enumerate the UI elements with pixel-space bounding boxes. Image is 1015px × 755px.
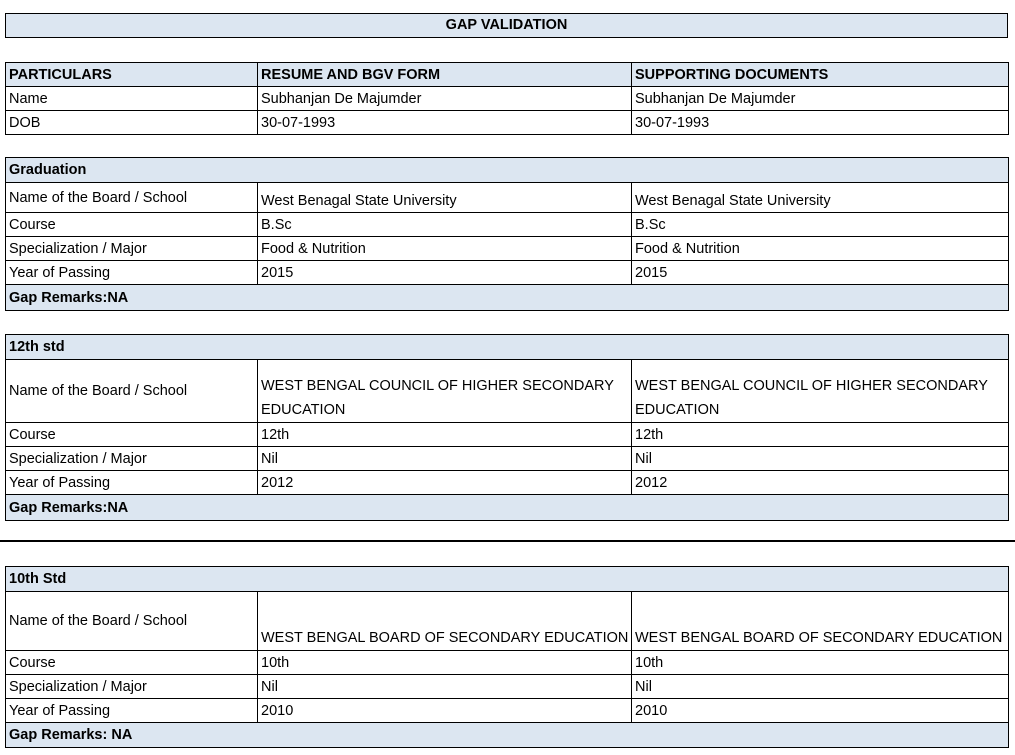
- row-label: Course: [6, 651, 258, 675]
- table-row: [6, 111, 1009, 135]
- row-label: Course: [6, 423, 258, 447]
- table-row: [6, 87, 1009, 111]
- resume-value: B.Sc: [258, 213, 632, 237]
- resume-value: 10th: [258, 651, 632, 675]
- row-label: Specialization / Major: [6, 675, 258, 699]
- row-label: Name of the Board / School: [6, 183, 258, 213]
- section-12th: [5, 334, 1009, 521]
- resume-value: Nil: [258, 675, 632, 699]
- supporting-value: 2015: [632, 261, 1009, 285]
- section-heading: 12th std: [6, 335, 1009, 360]
- table-row: [6, 183, 1009, 213]
- supporting-value: 30-07-1993: [632, 111, 1009, 135]
- table-row: [6, 213, 1009, 237]
- supporting-value: WEST BENGAL COUNCIL OF HIGHER SECONDARY EDUCATION: [632, 360, 1009, 423]
- supporting-value: 2012: [632, 471, 1009, 495]
- table-row: [6, 651, 1009, 675]
- resume-value: 2012: [258, 471, 632, 495]
- supporting-value: 2010: [632, 699, 1009, 723]
- row-label: Name of the Board / School: [6, 592, 258, 651]
- column-header-resume: RESUME AND BGV FORM: [258, 63, 632, 87]
- supporting-value: Subhanjan De Majumder: [632, 87, 1009, 111]
- table-row: [6, 699, 1009, 723]
- row-label: Name of the Board / School: [6, 360, 258, 423]
- gap-remarks: Gap Remarks:NA: [6, 495, 1009, 521]
- page-title: GAP VALIDATION: [5, 13, 1008, 38]
- supporting-value: Nil: [632, 675, 1009, 699]
- supporting-value: 10th: [632, 651, 1009, 675]
- resume-value: West Benagal State University: [258, 183, 632, 213]
- supporting-value: WEST BENGAL BOARD OF SECONDARY EDUCATION: [632, 592, 1009, 651]
- supporting-value: 12th: [632, 423, 1009, 447]
- resume-value: Subhanjan De Majumder: [258, 87, 632, 111]
- table-header-row: [6, 63, 1009, 87]
- column-header-particulars: PARTICULARS: [6, 63, 258, 87]
- row-label: DOB: [6, 111, 258, 135]
- supporting-value: Food & Nutrition: [632, 237, 1009, 261]
- row-label: Course: [6, 213, 258, 237]
- resume-value: Nil: [258, 447, 632, 471]
- row-label: Specialization / Major: [6, 447, 258, 471]
- table-row: [6, 237, 1009, 261]
- table-row: [6, 592, 1009, 651]
- table-row: [6, 360, 1009, 423]
- resume-value: 2015: [258, 261, 632, 285]
- supporting-value: B.Sc: [632, 213, 1009, 237]
- row-label: Name: [6, 87, 258, 111]
- table-row: [6, 261, 1009, 285]
- row-label: Specialization / Major: [6, 237, 258, 261]
- resume-value: 12th: [258, 423, 632, 447]
- section-10th: [5, 566, 1009, 748]
- row-label: Year of Passing: [6, 261, 258, 285]
- resume-value: 30-07-1993: [258, 111, 632, 135]
- gap-remarks: Gap Remarks: NA: [6, 723, 1009, 748]
- column-header-supporting: SUPPORTING DOCUMENTS: [632, 63, 1009, 87]
- gap-remarks: Gap Remarks:NA: [6, 285, 1009, 311]
- table-row: [6, 447, 1009, 471]
- supporting-value: Nil: [632, 447, 1009, 471]
- table-row: [6, 423, 1009, 447]
- particulars-table: [5, 62, 1009, 135]
- table-row: [6, 471, 1009, 495]
- table-row: [6, 675, 1009, 699]
- row-label: Year of Passing: [6, 699, 258, 723]
- section-heading: 10th Std: [6, 567, 1009, 592]
- section-heading: Graduation: [6, 158, 1009, 183]
- supporting-value: West Benagal State University: [632, 183, 1009, 213]
- resume-value: Food & Nutrition: [258, 237, 632, 261]
- section-graduation: [5, 157, 1009, 311]
- resume-value: WEST BENGAL COUNCIL OF HIGHER SECONDARY EDUCATION: [258, 360, 632, 423]
- resume-value: WEST BENGAL BOARD OF SECONDARY EDUCATION: [258, 592, 632, 651]
- resume-value: 2010: [258, 699, 632, 723]
- row-label: Year of Passing: [6, 471, 258, 495]
- section-divider: [0, 540, 1015, 542]
